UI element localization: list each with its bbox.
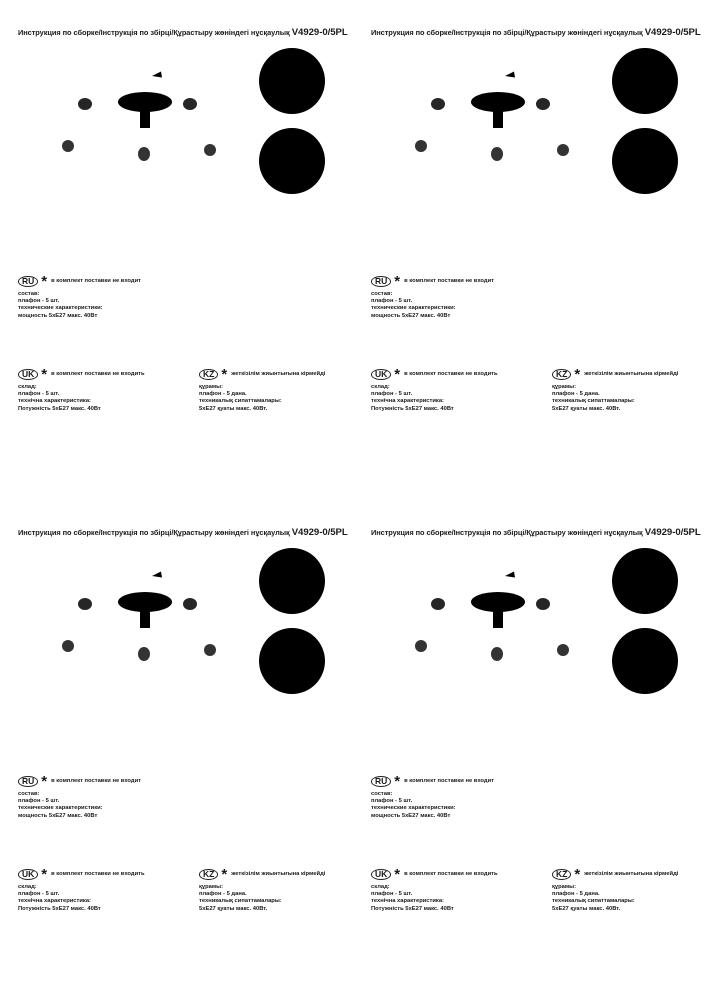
lang-badge-kz: KZ — [199, 369, 218, 380]
mounting-bracket-detail — [611, 47, 679, 115]
not-included-note: жеткізілім жиынтығына кірмейді — [231, 870, 326, 877]
lang-badge-kz: KZ — [552, 869, 571, 880]
chandelier-illustration — [40, 80, 250, 190]
excluded-marker-a: * — [280, 85, 286, 98]
instruction-title — [18, 527, 348, 538]
uk-line-specs: технічна характеристика: — [18, 398, 91, 405]
asterisk-marker: * — [394, 865, 401, 883]
asterisk-marker: * — [41, 272, 48, 290]
uk-line-shades: плафон - 5 шт. — [18, 891, 60, 898]
kz-line-specs: техникалық сипаттамалары: — [552, 898, 635, 905]
ru-line-composition: состав: — [371, 791, 393, 797]
not-included-note: в комплект поставки не входить — [51, 370, 145, 377]
kz-line-power: 5xE27 қуаты макс. 40Вт. — [552, 905, 621, 912]
excluded-marker-b: * — [302, 594, 308, 607]
kz-line-specs: техникалық сипаттамалары: — [199, 898, 282, 905]
kz-section — [199, 365, 326, 413]
excluded-marker-b: * — [655, 94, 661, 107]
model-number: V4929-0/5PL — [644, 27, 701, 38]
model-number: V4929-0/5PL — [644, 527, 701, 538]
uk-line-power: Потужність 5xE27 макс. 40Вт — [371, 405, 454, 412]
ru-section — [18, 772, 141, 820]
ru-line-specs: технические характеристики: — [18, 305, 103, 312]
kz-line-shades: плафон - 5 дана. — [199, 891, 247, 898]
ru-line-power: мощность 5xE27 макс. 40Вт — [371, 312, 451, 319]
uk-line-power: Потужність 5xE27 макс. 40Вт — [18, 405, 101, 412]
ru-line-shades: плафон - 5 шт. — [371, 798, 413, 805]
instruction-title — [18, 27, 348, 38]
wiring-connection-detail — [611, 627, 679, 695]
not-included-note: в комплект поставки не входит — [404, 777, 494, 784]
not-included-note: в комплект поставки не входит — [51, 777, 141, 784]
uk-line-composition: склад: — [18, 884, 37, 890]
pointer-arrow — [150, 58, 270, 80]
kz-line-specs: техникалық сипаттамалары: — [199, 398, 282, 405]
not-included-note: в комплект поставки не входить — [404, 370, 498, 377]
excluded-marker-a: * — [633, 85, 639, 98]
uk-line-composition: склад: — [371, 884, 390, 890]
kz-line-specs: техникалық сипаттамалары: — [552, 398, 635, 405]
excluded-marker-a: * — [280, 585, 286, 598]
not-included-note: жеткізілім жиынтығына кірмейді — [584, 870, 679, 877]
ru-line-shades: плафон - 5 шт. — [371, 298, 413, 305]
uk-line-specs: технічна характеристика: — [371, 898, 444, 905]
model-number: V4929-0/5PL — [291, 27, 348, 38]
instruction-sheet-bottom-right — [353, 500, 706, 1000]
excluded-marker-a: * — [633, 585, 639, 598]
uk-section — [371, 365, 498, 413]
title-text: Инструкция по сборке/Інструкція по збірці/Құрастыру жөніндегі нұсқаулық — [371, 28, 643, 37]
mounting-bracket-detail — [611, 547, 679, 615]
excluded-marker-b: * — [302, 94, 308, 107]
asterisk-marker: * — [221, 865, 228, 883]
not-included-note: в комплект поставки не входит — [51, 277, 141, 284]
kz-line-shades: плафон - 5 дана. — [552, 391, 600, 398]
lang-badge-uk: UK — [18, 369, 38, 380]
asterisk-marker: * — [41, 865, 48, 883]
title-text: Инструкция по сборке/Інструкція по збірці/Құрастыру жөніндегі нұсқаулық — [18, 28, 290, 37]
wiring-connection-detail — [258, 127, 326, 195]
lang-badge-ru: RU — [18, 276, 38, 287]
uk-line-shades: плафон - 5 шт. — [371, 391, 413, 398]
not-included-note: жеткізілім жиынтығына кірмейді — [231, 370, 326, 377]
instruction-sheet-top-left — [0, 0, 353, 500]
asterisk-marker: * — [394, 365, 401, 383]
model-number: V4929-0/5PL — [291, 527, 348, 538]
ru-section — [371, 272, 494, 320]
ru-line-specs: технические характеристики: — [371, 805, 456, 812]
instruction-title — [371, 27, 701, 38]
kz-line-power: 5xE27 қуаты макс. 40Вт. — [199, 905, 268, 912]
pointer-arrow — [503, 58, 623, 80]
ru-line-shades: плафон - 5 шт. — [18, 798, 60, 805]
kz-line-composition: құрамы: — [199, 384, 224, 390]
wiring-connection-detail — [611, 127, 679, 195]
not-included-note: жеткізілім жиынтығына кірмейді — [584, 370, 679, 377]
uk-line-specs: технічна характеристика: — [371, 398, 444, 405]
ru-section — [371, 772, 494, 820]
instruction-title — [371, 527, 701, 538]
instruction-sheet-top-right — [353, 0, 706, 500]
not-included-note: в комплект поставки не входить — [404, 870, 498, 877]
asterisk-marker: * — [221, 365, 228, 383]
asterisk-marker: * — [394, 772, 401, 790]
lang-badge-uk: UK — [371, 369, 391, 380]
asterisk-marker: * — [41, 772, 48, 790]
excluded-marker-b: * — [655, 594, 661, 607]
pointer-arrow — [503, 558, 623, 580]
uk-line-shades: плафон - 5 шт. — [18, 391, 60, 398]
kz-line-power: 5xE27 қуаты макс. 40Вт. — [199, 405, 268, 412]
title-text: Инструкция по сборке/Інструкція по збірці/Құрастыру жөніндегі нұсқаулық — [371, 528, 643, 537]
asterisk-marker: * — [41, 365, 48, 383]
uk-line-specs: технічна характеристика: — [18, 898, 91, 905]
uk-line-power: Потужність 5xE27 макс. 40Вт — [18, 905, 101, 912]
kz-line-composition: құрамы: — [552, 884, 577, 890]
not-included-note: в комплект поставки не входить — [51, 870, 145, 877]
uk-section — [18, 365, 145, 413]
asterisk-marker: * — [574, 865, 581, 883]
chandelier-illustration — [393, 80, 603, 190]
ru-line-composition: состав: — [18, 791, 40, 797]
title-text: Инструкция по сборке/Інструкція по збірці/Құрастыру жөніндегі нұсқаулық — [18, 528, 290, 537]
ru-line-specs: технические характеристики: — [18, 805, 103, 812]
kz-line-composition: құрамы: — [552, 384, 577, 390]
ru-line-composition: состав: — [371, 291, 393, 297]
uk-line-power: Потужність 5xE27 макс. 40Вт — [371, 905, 454, 912]
kz-line-shades: плафон - 5 дана. — [552, 891, 600, 898]
uk-section — [18, 865, 145, 913]
ru-line-specs: технические характеристики: — [371, 305, 456, 312]
ru-line-shades: плафон - 5 шт. — [18, 298, 60, 305]
instruction-sheet-bottom-left — [0, 500, 353, 1000]
lang-badge-kz: KZ — [552, 369, 571, 380]
pointer-arrow — [150, 558, 270, 580]
ru-line-power: мощность 5xE27 макс. 40Вт — [18, 312, 98, 319]
uk-line-shades: плафон - 5 шт. — [371, 891, 413, 898]
ru-line-composition: состав: — [18, 291, 40, 297]
wiring-connection-detail — [258, 627, 326, 695]
lang-badge-ru: RU — [371, 276, 391, 287]
kz-line-composition: құрамы: — [199, 884, 224, 890]
ru-section — [18, 272, 141, 320]
ru-line-power: мощность 5xE27 макс. 40Вт — [371, 812, 451, 819]
kz-line-shades: плафон - 5 дана. — [199, 391, 247, 398]
kz-section — [552, 865, 679, 913]
mounting-bracket-detail — [258, 47, 326, 115]
kz-section — [552, 365, 679, 413]
kz-line-power: 5xE27 қуаты макс. 40Вт. — [552, 405, 621, 412]
lang-badge-ru: RU — [371, 776, 391, 787]
uk-line-composition: склад: — [371, 384, 390, 390]
lang-badge-uk: UK — [371, 869, 391, 880]
uk-section — [371, 865, 498, 913]
lang-badge-ru: RU — [18, 776, 38, 787]
lang-badge-kz: KZ — [199, 869, 218, 880]
ru-line-power: мощность 5xE27 макс. 40Вт — [18, 812, 98, 819]
kz-section — [199, 865, 326, 913]
lang-badge-uk: UK — [18, 869, 38, 880]
uk-line-composition: склад: — [18, 384, 37, 390]
mounting-bracket-detail — [258, 547, 326, 615]
asterisk-marker: * — [394, 272, 401, 290]
chandelier-illustration — [393, 580, 603, 690]
not-included-note: в комплект поставки не входит — [404, 277, 494, 284]
chandelier-illustration — [40, 580, 250, 690]
asterisk-marker: * — [574, 365, 581, 383]
